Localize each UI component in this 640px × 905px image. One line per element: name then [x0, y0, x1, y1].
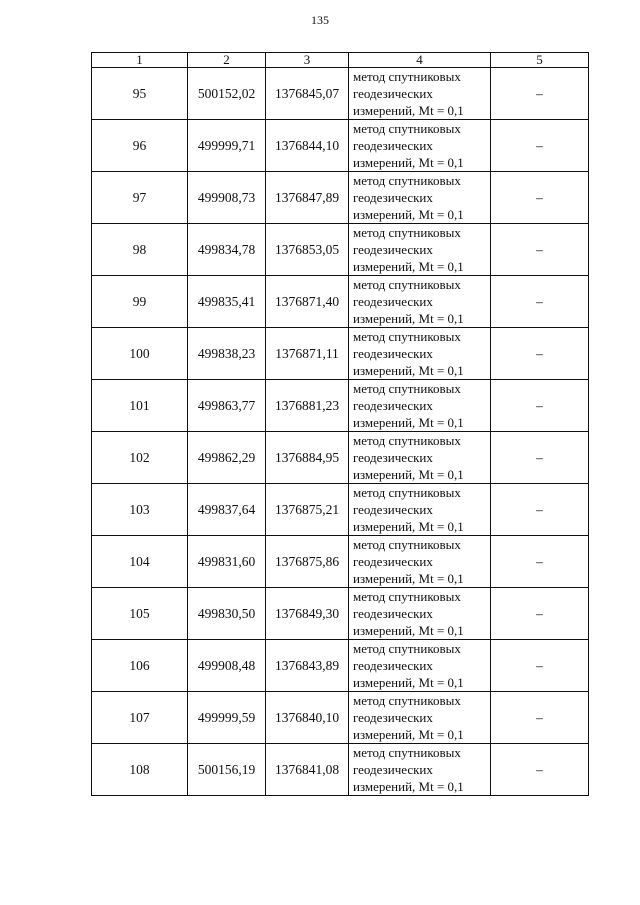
method-cell: метод спутниковых геодезических измерений, Mt = 0,1	[349, 172, 491, 224]
x-coordinate-cell: 499835,41	[188, 276, 266, 328]
table-row	[92, 744, 589, 796]
point-number-cell: 106	[92, 640, 188, 692]
y-coordinate-cell: 1376843,89	[266, 640, 349, 692]
point-number-cell: 107	[92, 692, 188, 744]
page-number: 135	[311, 13, 329, 27]
table-row	[92, 224, 589, 276]
point-number-cell: 95	[92, 68, 188, 120]
point-number-cell: 99	[92, 276, 188, 328]
method-cell: метод спутниковых геодезических измерений, Mt = 0,1	[349, 432, 491, 484]
note-cell: –	[491, 744, 589, 796]
table-row	[92, 380, 589, 432]
table-row	[92, 328, 589, 380]
note-cell: –	[491, 224, 589, 276]
table-row	[92, 536, 589, 588]
table-row	[92, 484, 589, 536]
y-coordinate-cell: 1376849,30	[266, 588, 349, 640]
y-coordinate-cell: 1376881,23	[266, 380, 349, 432]
table-row	[92, 276, 589, 328]
coordinates-table	[91, 52, 589, 796]
note-cell: –	[491, 588, 589, 640]
note-cell: –	[491, 276, 589, 328]
x-coordinate-cell: 499862,29	[188, 432, 266, 484]
table-header-row	[92, 53, 589, 68]
x-coordinate-cell: 499837,64	[188, 484, 266, 536]
method-cell: метод спутниковых геодезических измерений, Mt = 0,1	[349, 484, 491, 536]
x-coordinate-cell: 499999,59	[188, 692, 266, 744]
note-cell: –	[491, 120, 589, 172]
table-row	[92, 692, 589, 744]
table-row	[92, 120, 589, 172]
note-cell: –	[491, 172, 589, 224]
table-row	[92, 588, 589, 640]
method-cell: метод спутниковых геодезических измерений, Mt = 0,1	[349, 120, 491, 172]
column-header: 5	[491, 53, 589, 68]
point-number-cell: 103	[92, 484, 188, 536]
point-number-cell: 108	[92, 744, 188, 796]
y-coordinate-cell: 1376875,21	[266, 484, 349, 536]
method-cell: метод спутниковых геодезических измерений, Mt = 0,1	[349, 536, 491, 588]
method-cell: метод спутниковых геодезических измерений, Mt = 0,1	[349, 692, 491, 744]
note-cell: –	[491, 484, 589, 536]
method-cell: метод спутниковых геодезических измерений, Mt = 0,1	[349, 68, 491, 120]
point-number-cell: 105	[92, 588, 188, 640]
point-number-cell: 98	[92, 224, 188, 276]
column-header: 1	[92, 53, 188, 68]
y-coordinate-cell: 1376841,08	[266, 744, 349, 796]
note-cell: –	[491, 640, 589, 692]
table-row	[92, 432, 589, 484]
y-coordinate-cell: 1376853,05	[266, 224, 349, 276]
point-number-cell: 96	[92, 120, 188, 172]
note-cell: –	[491, 536, 589, 588]
x-coordinate-cell: 500152,02	[188, 68, 266, 120]
y-coordinate-cell: 1376871,11	[266, 328, 349, 380]
table-body	[92, 68, 589, 796]
note-cell: –	[491, 68, 589, 120]
method-cell: метод спутниковых геодезических измерений, Mt = 0,1	[349, 744, 491, 796]
y-coordinate-cell: 1376847,89	[266, 172, 349, 224]
y-coordinate-cell: 1376840,10	[266, 692, 349, 744]
table-row	[92, 640, 589, 692]
y-coordinate-cell: 1376871,40	[266, 276, 349, 328]
column-header: 2	[188, 53, 266, 68]
note-cell: –	[491, 380, 589, 432]
point-number-cell: 100	[92, 328, 188, 380]
y-coordinate-cell: 1376844,10	[266, 120, 349, 172]
method-cell: метод спутниковых геодезических измерений, Mt = 0,1	[349, 224, 491, 276]
x-coordinate-cell: 499999,71	[188, 120, 266, 172]
point-number-cell: 102	[92, 432, 188, 484]
x-coordinate-cell: 499834,78	[188, 224, 266, 276]
method-cell: метод спутниковых геодезических измерений, Mt = 0,1	[349, 640, 491, 692]
method-cell: метод спутниковых геодезических измерений, Mt = 0,1	[349, 588, 491, 640]
method-cell: метод спутниковых геодезических измерений, Mt = 0,1	[349, 328, 491, 380]
table-row	[92, 172, 589, 224]
method-cell: метод спутниковых геодезических измерений, Mt = 0,1	[349, 380, 491, 432]
y-coordinate-cell: 1376845,07	[266, 68, 349, 120]
x-coordinate-cell: 500156,19	[188, 744, 266, 796]
point-number-cell: 101	[92, 380, 188, 432]
x-coordinate-cell: 499863,77	[188, 380, 266, 432]
x-coordinate-cell: 499838,23	[188, 328, 266, 380]
x-coordinate-cell: 499908,73	[188, 172, 266, 224]
column-header: 4	[349, 53, 491, 68]
table-row	[92, 68, 589, 120]
method-cell: метод спутниковых геодезических измерений, Mt = 0,1	[349, 276, 491, 328]
x-coordinate-cell: 499831,60	[188, 536, 266, 588]
y-coordinate-cell: 1376884,95	[266, 432, 349, 484]
y-coordinate-cell: 1376875,86	[266, 536, 349, 588]
x-coordinate-cell: 499830,50	[188, 588, 266, 640]
x-coordinate-cell: 499908,48	[188, 640, 266, 692]
note-cell: –	[491, 432, 589, 484]
column-header: 3	[266, 53, 349, 68]
note-cell: –	[491, 328, 589, 380]
point-number-cell: 104	[92, 536, 188, 588]
point-number-cell: 97	[92, 172, 188, 224]
note-cell: –	[491, 692, 589, 744]
